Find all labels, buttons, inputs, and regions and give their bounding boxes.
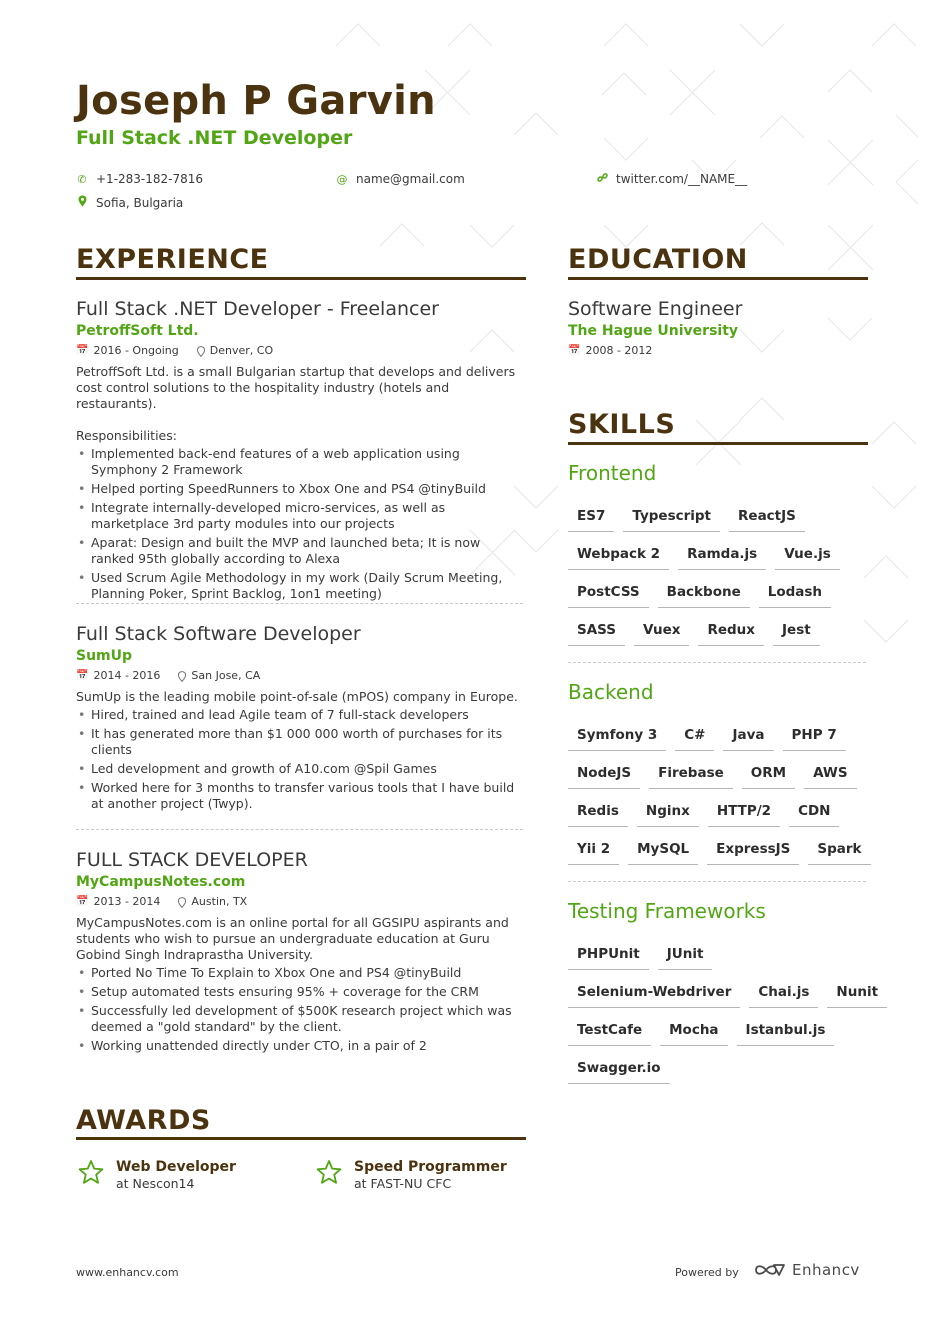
- experience-rule: [76, 277, 526, 280]
- skill-tag: ExpressJS: [707, 840, 799, 865]
- skill-row: [568, 583, 831, 608]
- education-dates: 2008 - 2012: [585, 344, 653, 357]
- skill-tag: Redux: [698, 621, 764, 646]
- skill-tag: Selenium-Webdriver: [568, 983, 740, 1008]
- skill-group-backend: Backend: [568, 680, 654, 704]
- phone-icon: ✆: [77, 172, 87, 186]
- job-location: Austin, TX: [191, 895, 248, 908]
- award-name: Speed Programmer: [354, 1159, 507, 1175]
- school: The Hague University: [568, 323, 739, 339]
- job-dates: 2014 - 2016: [93, 669, 161, 682]
- experience-heading: EXPERIENCE: [76, 244, 269, 275]
- skill-tag: ORM: [742, 764, 795, 789]
- skill-row: [568, 802, 839, 827]
- award-place: at Nescon14: [116, 1176, 195, 1191]
- skill-tag: Typescript: [623, 507, 720, 532]
- experience-item: [76, 622, 526, 815]
- calendar-icon: 📅: [76, 670, 89, 681]
- footer-url[interactable]: www.enhancv.com: [76, 1266, 179, 1279]
- skill-tag: ES7: [568, 507, 614, 532]
- skill-row: [568, 726, 846, 751]
- bullet-item: • Aparat: Design and built the MVP and launched beta; It is now ranked 95th globally according to Alexa: [76, 535, 526, 567]
- skill-tag: PHP 7: [783, 726, 846, 751]
- skill-tag: Java: [723, 726, 773, 751]
- skill-row: [568, 545, 840, 570]
- skill-tag: Vue.js: [775, 545, 840, 570]
- skill-row: [568, 507, 805, 532]
- responsibilities-label: Responsibilities:: [76, 428, 177, 443]
- candidate-name: Joseph P Garvin: [76, 78, 436, 124]
- award-item: [316, 1159, 507, 1192]
- skill-row: [568, 1021, 834, 1046]
- skill-tag: Nginx: [637, 802, 699, 827]
- skill-tag: Nunit: [827, 983, 887, 1008]
- skill-row: [568, 1059, 670, 1084]
- job-company: PetroffSoft Ltd.: [76, 323, 199, 339]
- calendar-icon: 📅: [568, 345, 581, 356]
- bullet-item: • Helped porting SpeedRunners to Xbox One and PS4 @tinyBuild: [76, 481, 526, 497]
- skill-tag: HTTP/2: [708, 802, 780, 827]
- skill-tag: Vuex: [634, 621, 689, 646]
- bullet-item: • Used Scrum Agile Methodology in my work (Daily Scrum Meeting, Planning Poker, Sprint Backlog, 1on1 meeting): [76, 570, 526, 602]
- enhancv-logo[interactable]: [754, 1261, 860, 1279]
- degree: Software Engineer: [568, 298, 743, 320]
- job-meta: [76, 667, 526, 685]
- job-dates: 2013 - 2014: [93, 895, 161, 908]
- skills-heading: SKILLS: [568, 409, 676, 440]
- skill-tag: Yii 2: [568, 840, 619, 865]
- enhancv-logo-icon: [754, 1261, 786, 1279]
- contact-email[interactable]: [336, 172, 465, 186]
- skill-tag: Ramda.js: [678, 545, 766, 570]
- twitter-text[interactable]: twitter.com/__NAME__: [616, 172, 748, 186]
- skills-divider: [568, 881, 866, 882]
- skill-tag: Firebase: [649, 764, 733, 789]
- link-icon: [596, 172, 608, 186]
- at-icon: @: [336, 172, 348, 186]
- powered-by: Powered by: [675, 1266, 739, 1279]
- enhancv-brand: Enhancv: [792, 1261, 860, 1279]
- skill-tag: Chai.js: [749, 983, 818, 1008]
- skills-divider: [568, 662, 866, 663]
- bullet-item: • Led development and growth of A10.com @Spil Games: [76, 761, 526, 777]
- bullet-item: • Hired, trained and lead Agile team of 7 full-stack developers: [76, 707, 526, 723]
- skills-rule: [568, 442, 868, 445]
- skill-tag: PostCSS: [568, 583, 649, 608]
- skill-tag: Redis: [568, 802, 628, 827]
- job-description: MyCampusNotes.com is an online portal for all GGSIPU aspirants and students who wish to pursue an undergraduate education at Guru Gobind Singh Indraprastha University.: [76, 915, 509, 962]
- skill-row: [568, 945, 712, 970]
- map-pin-icon: [178, 671, 186, 682]
- map-pin-icon: [76, 195, 88, 210]
- job-location: San Jose, CA: [191, 669, 261, 682]
- awards-heading: AWARDS: [76, 1105, 211, 1136]
- contact-phone: [76, 172, 203, 186]
- skill-row: [568, 840, 871, 865]
- skill-tag: Webpack 2: [568, 545, 669, 570]
- contact-twitter[interactable]: [596, 172, 747, 186]
- job-title: FULL STACK DEVELOPER: [76, 849, 308, 871]
- skill-tag: Backbone: [658, 583, 750, 608]
- award-item: [78, 1159, 236, 1192]
- job-bullets: [76, 707, 526, 812]
- map-pin-icon: [178, 897, 186, 908]
- job-bullets: [76, 446, 526, 602]
- skill-row: [568, 764, 857, 789]
- awards-rule: [76, 1137, 526, 1140]
- calendar-icon: 📅: [76, 345, 89, 356]
- experience-item: [76, 297, 526, 605]
- skill-tag: PHPUnit: [568, 945, 649, 970]
- candidate-role: Full Stack .NET Developer: [76, 127, 353, 149]
- job-bullets: [76, 965, 526, 1054]
- job-company: MyCampusNotes.com: [76, 874, 246, 890]
- skill-tag: Lodash: [759, 583, 831, 608]
- job-description: SumUp is the leading mobile point-of-sale (mPOS) company in Europe.: [76, 689, 518, 704]
- experience-divider: [76, 829, 523, 830]
- education-heading: EDUCATION: [568, 244, 748, 275]
- skill-tag: MySQL: [628, 840, 698, 865]
- skill-tag: Istanbul.js: [737, 1021, 835, 1046]
- map-pin-icon: [197, 346, 205, 357]
- skill-tag: NodeJS: [568, 764, 640, 789]
- job-dates: 2016 - Ongoing: [93, 344, 179, 357]
- experience-item: [76, 848, 526, 1057]
- bullet-item: • Working unattended directly under CTO, in a pair of 2: [76, 1038, 526, 1054]
- award-name: Web Developer: [116, 1159, 236, 1175]
- skill-tag: ReactJS: [729, 507, 805, 532]
- job-description: PetroffSoft Ltd. is a small Bulgarian startup that develops and delivers cost control solutions to the hospitality industry (hotels and restaurants).: [76, 364, 516, 411]
- skill-tag: C#: [675, 726, 714, 751]
- skill-row: [568, 983, 887, 1008]
- skill-tag: Spark: [808, 840, 870, 865]
- email-text[interactable]: name@gmail.com: [356, 172, 465, 186]
- bullet-item: • Setup automated tests ensuring 95% + coverage for the CRM: [76, 984, 526, 1000]
- bullet-item: • Worked here for 3 months to transfer various tools that I have build at another project (Twyp).: [76, 780, 526, 812]
- skill-tag: Jest: [773, 621, 820, 646]
- job-location: Denver, CO: [209, 344, 274, 357]
- skill-tag: JUnit: [658, 945, 713, 970]
- skill-tag: AWS: [804, 764, 856, 789]
- skill-tag: Mocha: [660, 1021, 727, 1046]
- bullet-item: • It has generated more than $1 000 000 worth of purchases for its clients: [76, 726, 526, 758]
- bullet-item: • Successfully led development of $500K research project which was deemed a "gold standard" by the client.: [76, 1003, 526, 1035]
- star-icon: [78, 1159, 104, 1185]
- experience-divider: [76, 603, 523, 604]
- skill-row: [568, 621, 820, 646]
- location-text: Sofia, Bulgaria: [96, 195, 184, 210]
- bullet-item: • Ported No Time To Explain to Xbox One and PS4 @tinyBuild: [76, 965, 526, 981]
- skill-group-frontend: Frontend: [568, 461, 657, 485]
- skill-group-testing: Testing Frameworks: [568, 899, 766, 923]
- job-title: Full Stack Software Developer: [76, 623, 361, 645]
- award-place: at FAST-NU CFC: [354, 1176, 452, 1191]
- skill-tag: Symfony 3: [568, 726, 666, 751]
- bullet-item: • Implemented back-end features of a web application using Symphony 2 Framework: [76, 446, 526, 478]
- skill-tag: TestCafe: [568, 1021, 651, 1046]
- education-meta: [568, 342, 868, 360]
- skill-tag: Swagger.io: [568, 1059, 670, 1084]
- job-meta: [76, 342, 526, 360]
- job-meta: [76, 893, 526, 911]
- education-rule: [568, 277, 868, 280]
- skill-tag: CDN: [789, 802, 839, 827]
- bullet-item: • Integrate internally-developed micro-services, as well as marketplace 3rd party modules into our projects: [76, 500, 526, 532]
- skill-tag: SASS: [568, 621, 625, 646]
- job-company: SumUp: [76, 648, 133, 664]
- education-item: [568, 297, 868, 360]
- phone-text: +1-283-182-7816: [96, 172, 204, 186]
- job-title: Full Stack .NET Developer - Freelancer: [76, 298, 439, 320]
- contact-location: [76, 195, 183, 210]
- star-icon: [316, 1159, 342, 1185]
- calendar-icon: 📅: [76, 896, 89, 907]
